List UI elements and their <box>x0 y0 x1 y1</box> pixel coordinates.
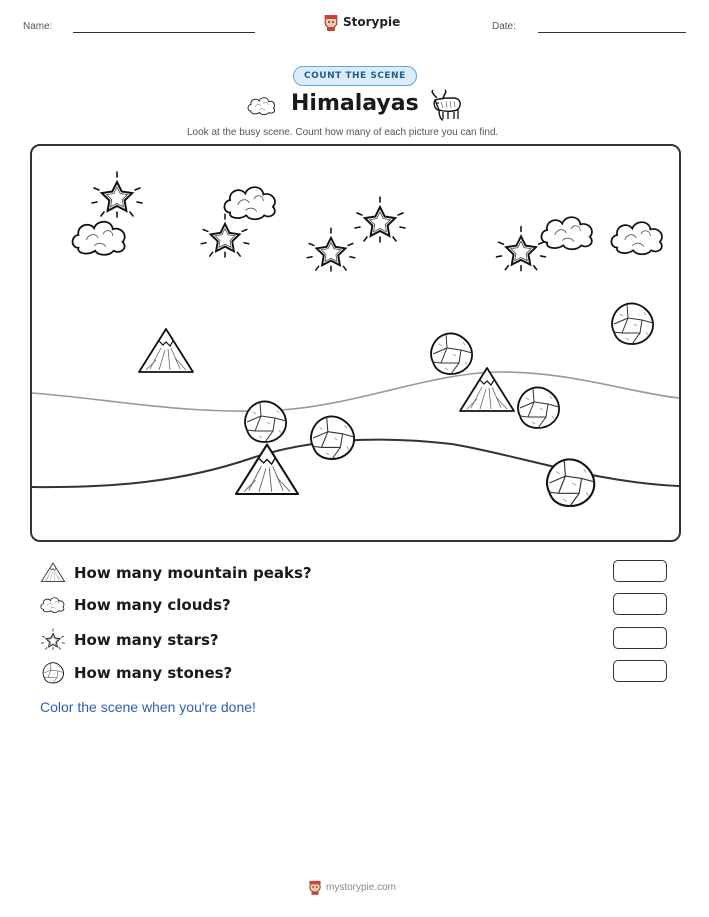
stone-icon <box>431 333 472 374</box>
stone-icon <box>518 387 559 428</box>
star-icon <box>355 197 405 242</box>
cloud-icon <box>541 217 592 249</box>
answer-box-stars[interactable] <box>613 627 667 649</box>
answer-box-stones[interactable] <box>613 660 667 682</box>
footer-url[interactable]: mystorypie.com <box>326 881 397 893</box>
question-clouds <box>40 594 231 616</box>
brand-name: Storypie <box>343 15 401 29</box>
scene-canvas <box>32 146 679 540</box>
star-icon <box>92 172 142 217</box>
brand-logo <box>323 12 400 32</box>
page-title: Himalayas <box>291 91 419 116</box>
question-text: How many stars? <box>74 631 219 649</box>
instructions: Look at the busy scene. Count how many of each picture you can find. <box>187 127 499 138</box>
cloud-icon <box>40 594 66 616</box>
color-note: Color the scene when you're done! <box>40 699 256 715</box>
stone-icon <box>245 401 286 442</box>
title-cloud-icon <box>247 93 277 119</box>
mountain-icon <box>139 329 193 372</box>
question-stones <box>40 661 232 685</box>
cloud-icon <box>224 187 275 219</box>
name-label: Name: <box>23 21 53 32</box>
name-line[interactable] <box>73 32 255 33</box>
scene-badge: COUNT THE SCENE <box>293 66 417 86</box>
question-text: How many clouds? <box>74 596 231 614</box>
cloud-icon <box>611 222 662 254</box>
star-icon <box>40 628 66 652</box>
mountain-icon <box>236 445 298 494</box>
stone-icon <box>547 459 594 506</box>
question-stars <box>40 628 219 652</box>
mascot-icon <box>323 12 339 32</box>
stone-icon <box>40 661 66 685</box>
star-icon <box>497 227 546 271</box>
stone-icon <box>311 416 354 459</box>
stone-icon <box>612 303 653 344</box>
star-icon <box>307 228 355 271</box>
back-hill-line <box>32 372 679 411</box>
date-line[interactable] <box>538 32 686 33</box>
question-text: How many mountain peaks? <box>74 564 312 582</box>
date-label: Date: <box>492 21 516 32</box>
mascot-icon <box>308 878 322 896</box>
question-text: How many stones? <box>74 664 233 682</box>
scene-frame <box>30 144 681 542</box>
star-icon <box>201 214 249 257</box>
answer-box-mountains[interactable] <box>613 560 667 582</box>
question-mountains <box>40 561 312 585</box>
yak-icon <box>429 88 465 122</box>
cloud-icon <box>73 222 125 255</box>
answer-box-clouds[interactable] <box>613 593 667 615</box>
footer <box>308 878 396 896</box>
mountain-icon <box>40 561 66 585</box>
